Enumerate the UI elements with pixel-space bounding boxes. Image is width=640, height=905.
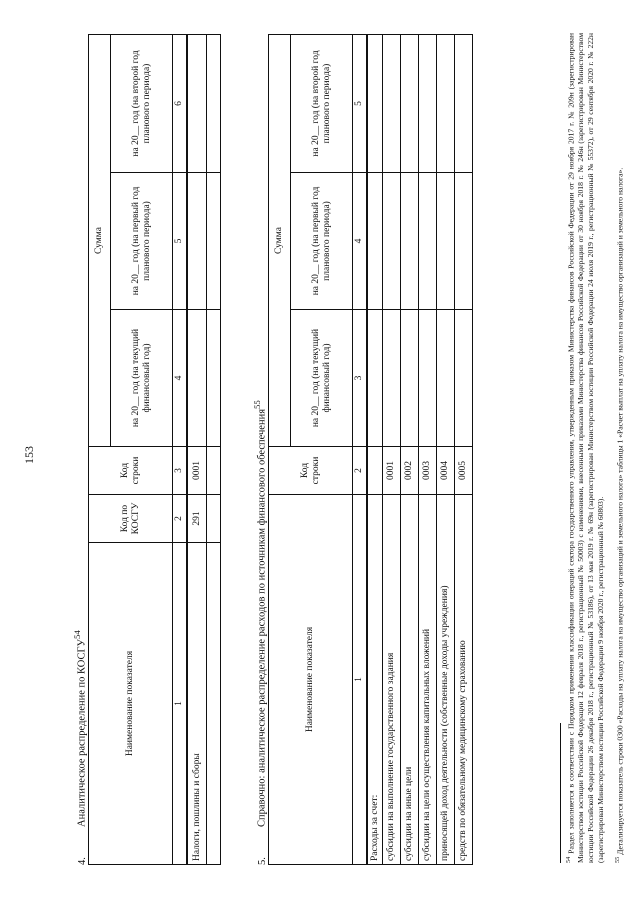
section-4-title: Аналитическое распределение по КОСГУ [76,639,88,827]
header-indicator: Наименование показателя [89,543,173,865]
header-year-second: на 20__ год (на второй год планового периода) [111,34,173,172]
row-code: 0005 [455,447,473,495]
cell-year-first[interactable] [419,173,437,310]
section-5-title: Справочно: аналитическое распределение расходов по источникам финансового обеспечения [256,408,268,827]
col-number: 3 [353,310,367,447]
cell-year-second[interactable] [383,34,401,172]
cell-year-first[interactable] [455,173,473,310]
col-number: 4 [353,173,367,310]
footnote-55-text: Детализируется показатель строки 0300 «Расходы на уплату налога на имущество организаций и земельного налога» таблицы 1 «Расчет выплат на уплату налога на имущество организаций и земельного налога». [615,167,625,855]
empty-cell [207,173,221,310]
footnote-ref-54: 54 [72,630,82,640]
col-number: 5 [353,34,367,172]
footnote-54-ref: 54 [565,856,572,863]
row-name: субсидии на выполнение государственного задания [383,495,401,865]
row-name: средств по обязательному медицинскому страхованию [455,495,473,865]
row-name: приносящей доход деятельности (собственные доходы учреждения) [437,495,455,865]
header-sum: Сумма [269,34,291,446]
cell-year-current[interactable] [455,310,473,447]
row-code: 0001 [383,447,401,495]
section-4-number: 4. [76,857,88,865]
col-number: 1 [353,495,367,865]
cell-year-second[interactable] [367,34,383,172]
cell-year-current[interactable] [383,310,401,447]
cell-year-second[interactable] [187,34,207,172]
header-indicator: Наименование показателя [269,495,353,865]
footnote-55 [614,33,625,863]
col-number: 3 [173,447,187,495]
row-code: 0004 [437,447,455,495]
footnote-55-ref: 55 [614,856,621,863]
footnote-divider [560,723,561,863]
col-number: 6 [173,34,187,172]
cell-year-first[interactable] [383,173,401,310]
row-name: Расходы за счет: [367,495,383,865]
row-code [367,447,383,495]
row-code: 0003 [419,447,437,495]
cell-year-current[interactable] [187,310,207,447]
footnote-54-text: Раздел заполняется в соответствии с Порядком применения классификации операций сектора государственного управления, утвержденным приказом Министерства финансов Российской Федерации от 29 ноября 2017 г. № 209н (зарегистрирован Министерством юстиции Российской Федерации 12 февраля 2018 г., регистрационный № 50003) с изменениями, внесенными приказами Министерства финансов Российской Федерации от 30 ноября 2018 г. № 246н (зарегистрирован Министерством юстиции Российской Федерации 26 декабря 2018 г., регистрационный № 53186), от 13 мая 2019 г. № 69н (зарегистрирован Министерством юстиции Российской Федерации 24 июля 2019 г., регистрационный № 55372), от 29 сентября 2020 г. № 222н (зарегистрирован Министерством юстиции Российской Федерации 9 ноября 2020 г., регистрационный № 60803). [566,33,606,863]
cell-year-current[interactable] [367,310,383,447]
cell-year-first[interactable] [367,173,383,310]
row-name: субсидии на иные цели [401,495,419,865]
col-number: 2 [353,447,367,495]
footnote-ref-55: 55 [252,400,262,409]
empty-cell [207,310,221,447]
sources-table [268,34,473,865]
header-year-current: на 20__ год (на текущий финансовый год) [291,310,353,447]
header-year-second: на 20__ год (на второй год планового периода) [291,34,353,172]
page-number: 153 [22,446,36,464]
section-4-heading [72,630,88,865]
cell-year-current[interactable] [419,310,437,447]
cell-year-first[interactable] [187,173,207,310]
header-kosgu: Код по КОСГУ [89,495,173,543]
row-name: субсидии на цели осуществления капитальных вложений [419,495,437,865]
col-number: 5 [173,173,187,310]
empty-cell [207,34,221,172]
col-number: 1 [173,543,187,865]
cell-year-second[interactable] [401,34,419,172]
row-name: Налоги, пошлины и сборы [187,543,207,865]
cell-year-current[interactable] [437,310,455,447]
header-line-code: Код строки [269,447,353,495]
row-code: 0001 [187,447,207,495]
cell-year-second[interactable] [419,34,437,172]
cell-year-first[interactable] [401,173,419,310]
cell-year-first[interactable] [437,173,455,310]
empty-cell [207,495,221,543]
empty-cell [207,543,221,865]
col-number: 4 [173,310,187,447]
empty-cell [207,447,221,495]
col-number: 2 [173,495,187,543]
header-line-code: Код строки [89,447,173,495]
row-code: 0002 [401,447,419,495]
section-5-heading [252,400,268,865]
cell-year-current[interactable] [401,310,419,447]
header-year-first: на 20__ год (на первый год планового периода) [291,173,353,310]
kosgu-table [88,34,221,865]
header-year-current: на 20__ год (на текущий финансовый год) [111,310,173,447]
section-5-number: 5. [256,857,268,865]
row-kosgu: 291 [187,495,207,543]
header-year-first: на 20__ год (на первый год планового периода) [111,173,173,310]
footnote-54 [565,33,606,863]
cell-year-second[interactable] [437,34,455,172]
header-sum: Сумма [89,34,111,446]
cell-year-second[interactable] [455,34,473,172]
